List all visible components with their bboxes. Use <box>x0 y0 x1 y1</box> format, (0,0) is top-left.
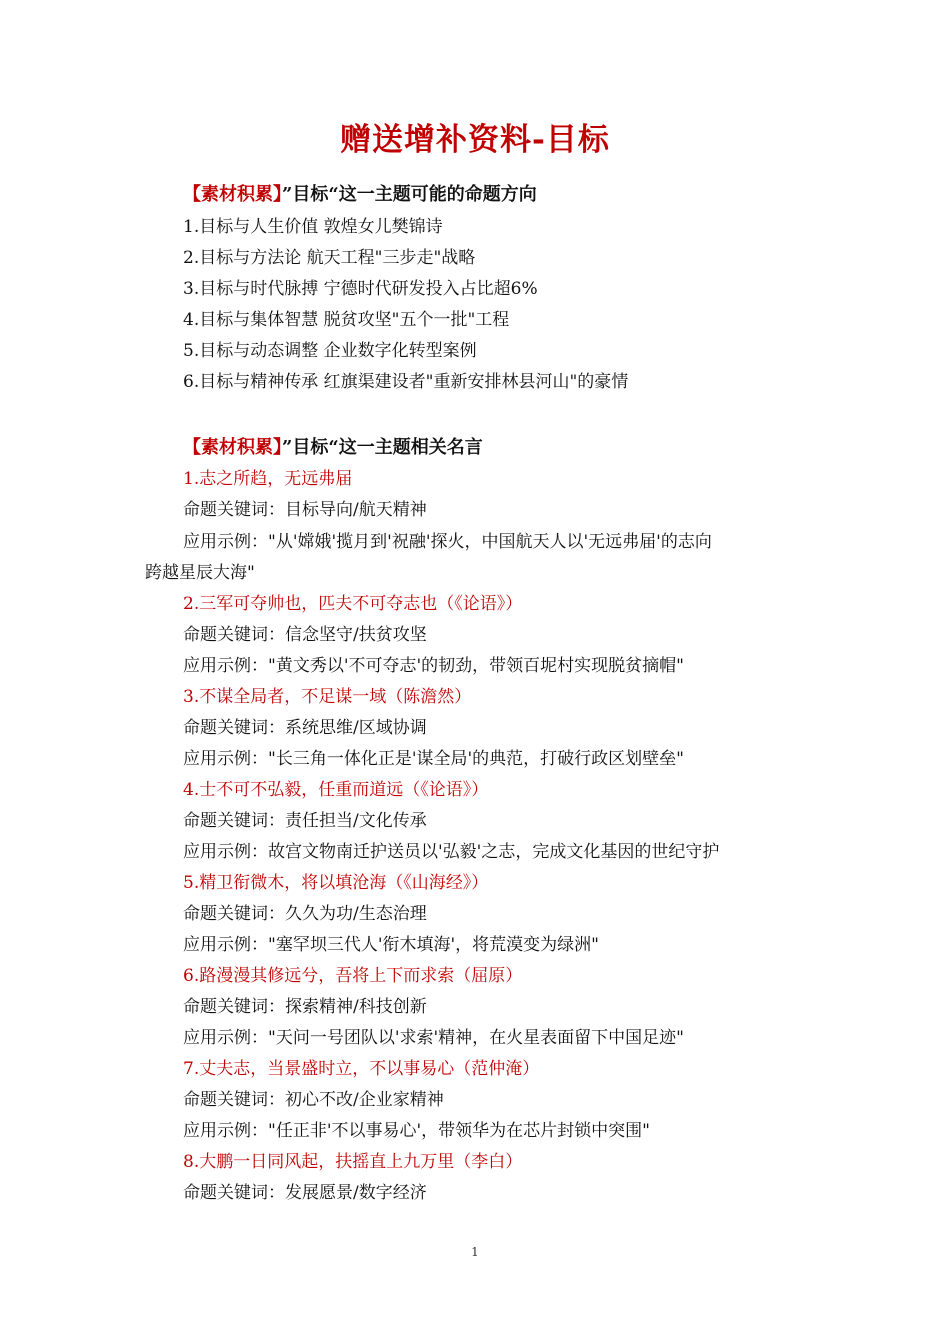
quote-title: 1.志之所趋，无远弗届 <box>183 469 353 489</box>
section1-heading <box>183 180 537 206</box>
quote-example: 应用示例："长三角一体化正是'谋全局'的典范，打破行政区划壁垒" <box>183 749 684 769</box>
quote-example: 应用示例：故宫文物南迁护送员以'弘毅'之志，完成文化基因的世纪守护 <box>183 842 720 862</box>
quote-example: 应用示例："从'嫦娥'揽月到'祝融'探火，中国航天人以'无远弗届'的志向 <box>183 532 712 552</box>
direction-item: 1.目标与人生价值 敦煌女儿樊锦诗 <box>183 217 443 237</box>
quote-title: 5.精卫衔微木，将以填沧海（《山海经》） <box>183 873 489 893</box>
page-number: 1 <box>471 1245 479 1259</box>
section1-heading-text: ”目标“这一主题可能的命题方向 <box>282 184 537 205</box>
quote-keywords: 命题关键词：初心不改/企业家精神 <box>183 1090 444 1110</box>
quote-keywords: 命题关键词：信念坚守/扶贫攻坚 <box>183 625 427 645</box>
section2-tag: 【素材积累】 <box>183 437 282 458</box>
direction-item: 3.目标与时代脉搏 宁德时代研发投入占比超6% <box>183 279 538 299</box>
direction-item: 6.目标与精神传承 红旗渠建设者"重新安排林县河山"的豪情 <box>183 372 629 392</box>
quote-example-continued: 跨越星辰大海" <box>145 563 255 583</box>
section2-heading <box>183 433 483 459</box>
quote-title: 2.三军可夺帅也，匹夫不可夺志也（《论语》） <box>183 594 523 614</box>
quote-keywords: 命题关键词：系统思维/区域协调 <box>183 718 427 738</box>
direction-item: 5.目标与动态调整 企业数字化转型案例 <box>183 341 477 361</box>
quote-keywords: 命题关键词：探索精神/科技创新 <box>183 997 427 1017</box>
quote-keywords: 命题关键词：目标导向/航天精神 <box>183 500 427 520</box>
quote-example: 应用示例："任正非'不以事易心'，带领华为在芯片封锁中突围" <box>183 1121 650 1141</box>
quote-title: 3.不谋全局者，不足谋一域（陈澹然） <box>183 687 472 707</box>
quote-title: 7.丈夫志，当景盛时立，不以事易心（范仲淹） <box>183 1059 540 1079</box>
quote-keywords: 命题关键词：久久为功/生态治理 <box>183 904 427 924</box>
section1-tag: 【素材积累】 <box>183 184 282 205</box>
quote-title: 8.大鹏一日同风起，扶摇直上九万里（李白） <box>183 1152 523 1172</box>
direction-item: 4.目标与集体智慧 脱贫攻坚"五个一批"工程 <box>183 310 510 330</box>
section2-heading-text: ”目标“这一主题相关名言 <box>282 437 483 458</box>
quote-example: 应用示例："黄文秀以'不可夺志'的韧劲，带领百坭村实现脱贫摘帽" <box>183 656 684 676</box>
quote-title: 4.士不可不弘毅，任重而道远（《论语》） <box>183 780 489 800</box>
page-title: 赠送增补资料-目标 <box>340 122 610 158</box>
quote-example: 应用示例："天问一号团队以'求索'精神，在火星表面留下中国足迹" <box>183 1028 684 1048</box>
quote-title: 6.路漫漫其修远兮，吾将上下而求索（屈原） <box>183 966 523 986</box>
quote-keywords: 命题关键词：责任担当/文化传承 <box>183 811 427 831</box>
quote-keywords: 命题关键词：发展愿景/数字经济 <box>183 1183 427 1203</box>
quote-example: 应用示例："塞罕坝三代人'衔木填海'，将荒漠变为绿洲" <box>183 935 599 955</box>
direction-item: 2.目标与方法论 航天工程"三步走"战略 <box>183 248 476 268</box>
